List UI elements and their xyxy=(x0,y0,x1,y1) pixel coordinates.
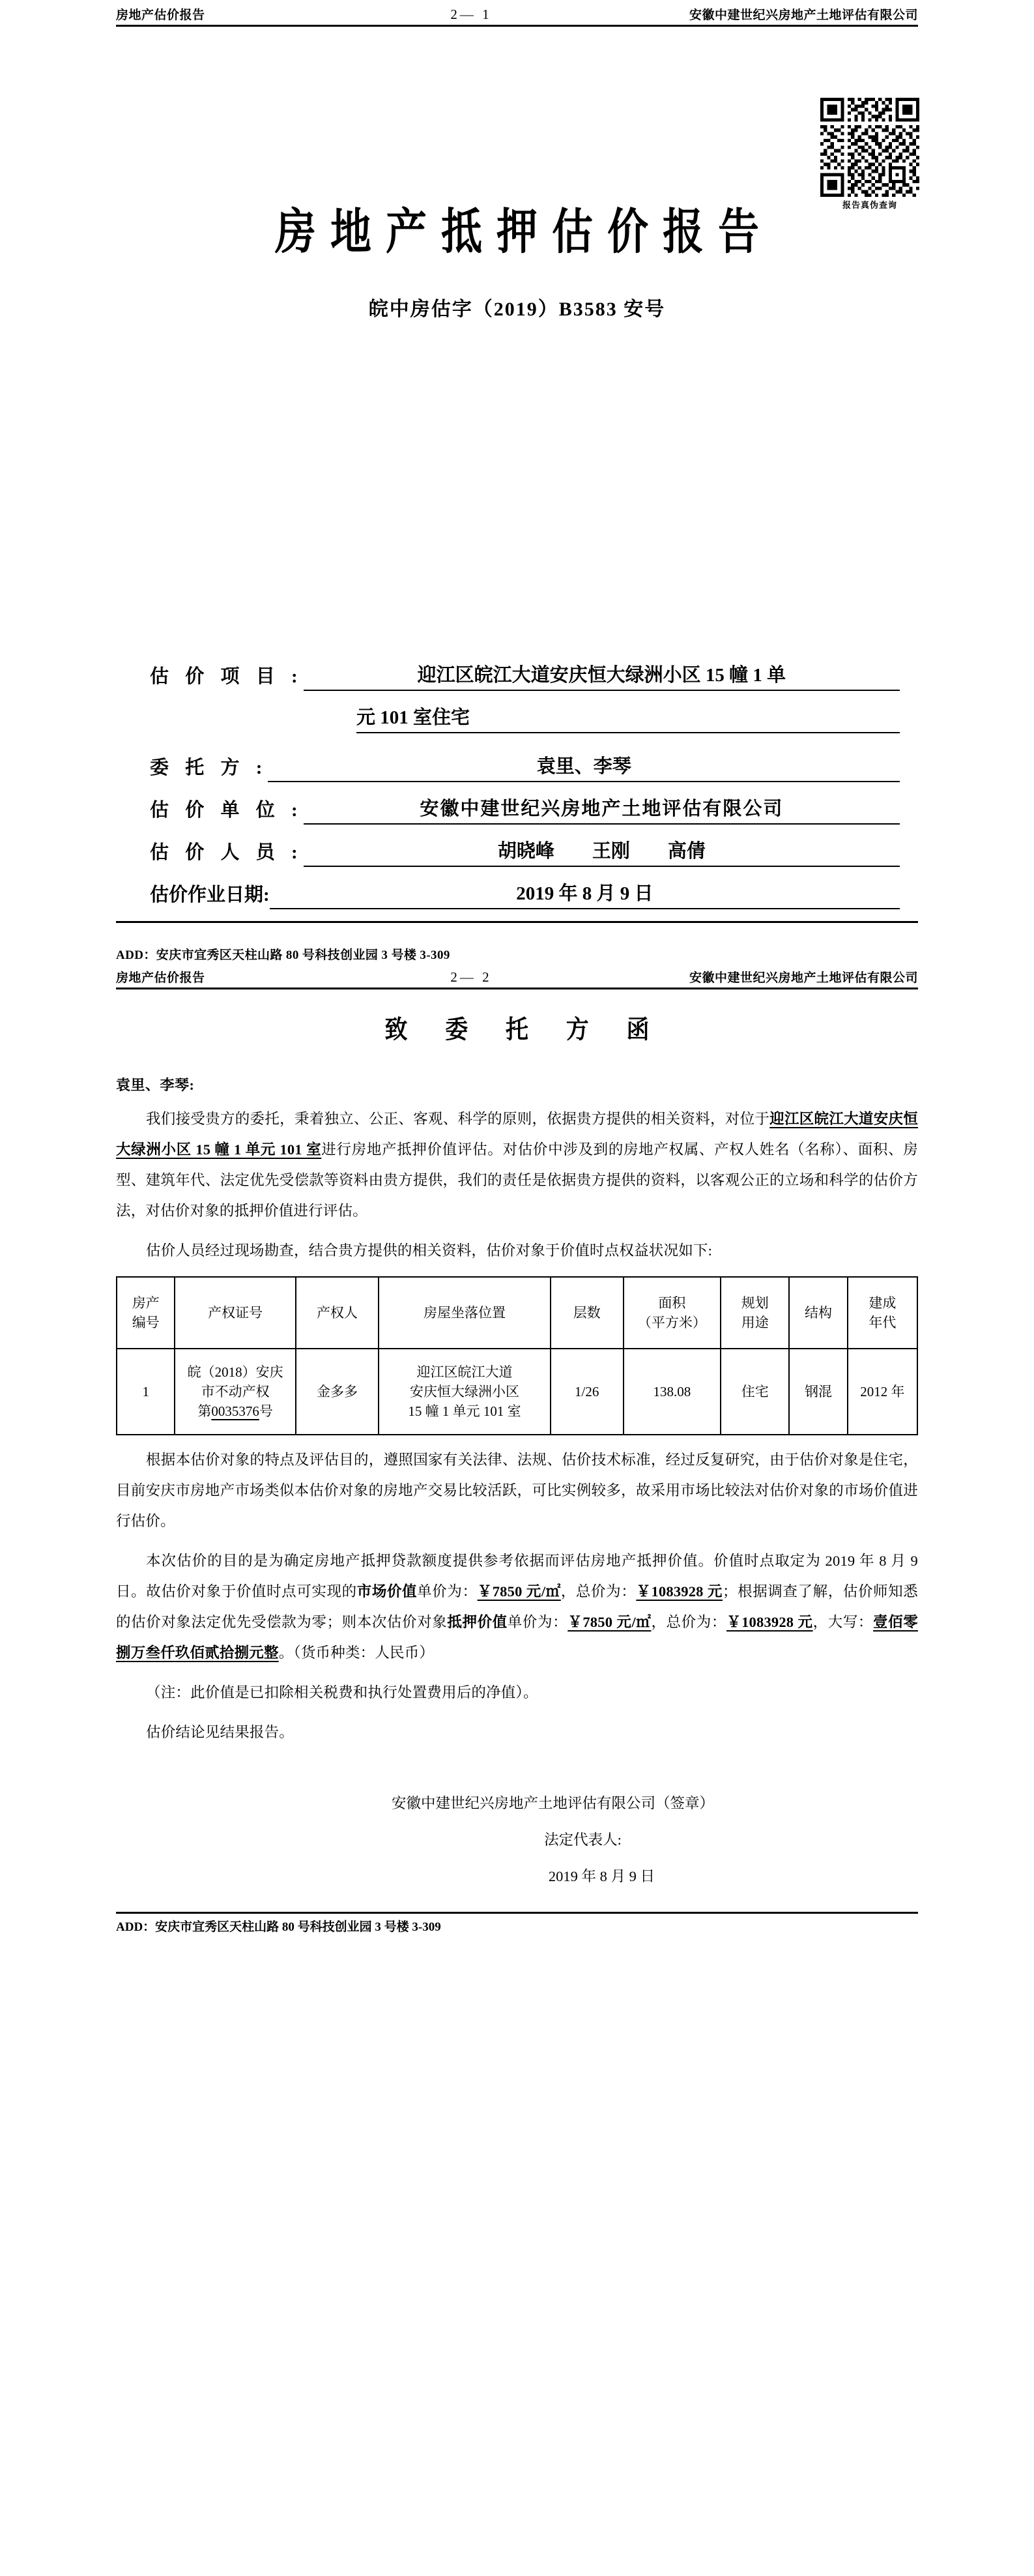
report-main-title: 房地产抵押估价报告 xyxy=(275,205,773,259)
property-table xyxy=(116,1276,918,1435)
letter-title: 致 委 托 方 函 xyxy=(384,1016,665,1044)
para1-subject-address: 迎江区皖江大道安庆恒大绿洲小区 15 幢 1 单元 101 室 xyxy=(116,1111,918,1158)
td-owner: 金多多 xyxy=(296,1349,379,1435)
td-cert-l1: 皖（2018）安庆 xyxy=(187,1364,283,1380)
table-row xyxy=(117,1349,917,1435)
running-head-page-number: 2— 1 xyxy=(450,7,492,22)
th-use-l1: 规划 xyxy=(741,1295,769,1311)
page2-footer-address: ADD：安庆市宜秀区天柱山路 80 号科技创业园 3 号楼 3-309 xyxy=(116,1920,441,1934)
property-table-head xyxy=(117,1277,917,1349)
td-year: 2012 年 xyxy=(848,1349,917,1435)
running-head-right: 安徽中建世纪兴房地产土地评估有限公司 xyxy=(689,8,918,22)
table-header-row xyxy=(117,1277,917,1349)
report-number: 皖中房估字（2019）B3583 安号 xyxy=(368,299,666,320)
field-row-date xyxy=(150,879,900,909)
header-divider-2 xyxy=(116,988,918,989)
para4-part-g: ，大写： xyxy=(812,1614,874,1630)
field-label-client: 委 托 方 : xyxy=(150,757,268,778)
cover-footer-divider xyxy=(116,921,918,923)
signature-legal-representative: 法定代表人: xyxy=(544,1832,622,1848)
th-owner: 产权人 xyxy=(296,1277,379,1349)
letter-paragraph-4 xyxy=(116,1545,918,1668)
th-use-l2: 用途 xyxy=(741,1315,769,1330)
field-label-appraisal-company: 估 价 单 位 : xyxy=(150,800,304,821)
property-table-body xyxy=(117,1349,917,1435)
page2-running-head xyxy=(116,963,918,986)
amount-in-words: 壹佰零捌万叁仟玖佰贰拾捌元整 xyxy=(116,1614,918,1661)
para4-part-a: 本次估价的目的是为确定房地产抵押贷款额度提供参考依据而评估房地产抵押价值。价值时点取定为 2019 年 8 月 9 日。故估价对象于价值时点可实现的 xyxy=(116,1553,918,1600)
td-property-no: 1 xyxy=(117,1349,175,1435)
field-label-appraisers: 估 价 人 员 : xyxy=(150,842,304,863)
th-location: 房屋坐落位置 xyxy=(379,1277,551,1349)
td-location-l1: 迎江区皖江大道 xyxy=(416,1364,513,1380)
field-value-appraisal-company[interactable]: 安徽中建世纪兴房地产土地评估有限公司 xyxy=(304,794,900,825)
signature-block xyxy=(116,1785,918,1895)
field-value-date[interactable]: 2019 年 8 月 9 日 xyxy=(270,879,900,909)
para4-part-e: 单价为： xyxy=(507,1614,568,1630)
letter-salutation: 袁里、李琴: xyxy=(116,1077,195,1093)
field-label-date: 估价作业日期: xyxy=(150,885,270,905)
th-property-no xyxy=(117,1277,175,1349)
field-value-project[interactable]: 迎江区皖江大道安庆恒大绿洲小区 15 幢 1 单 xyxy=(304,660,900,691)
th-year xyxy=(848,1277,917,1349)
th-area-l1: 面积 xyxy=(658,1295,686,1311)
running-head-left-2: 房地产估价报告 xyxy=(116,971,205,985)
td-area: 138.08 xyxy=(624,1349,721,1435)
td-floor: 1/26 xyxy=(551,1349,624,1435)
para1-part-b: 进行房地产抵押价值评估。对估价中涉及到的房地产权属、产权人姓名（名称）、面积、房型、建筑年代、法定优先受偿款等资料由贵方提供，我们的责任是依据贵方提供的资料，以客观公正的立场和科学的估价方法，对估价对象的抵押价值进行评估。 xyxy=(116,1141,918,1219)
td-location-l2: 安庆恒大绿洲小区 xyxy=(410,1384,520,1399)
th-area-l2: （平方米） xyxy=(637,1315,706,1330)
letter-note: （注：此价值是已扣除相关税费和执行处置费用后的净值）。 xyxy=(146,1684,538,1701)
signature-company: 安徽中建世纪兴房地产土地评估有限公司（签章） xyxy=(391,1795,714,1811)
th-property-no-l1: 房产 xyxy=(132,1295,160,1311)
mortgage-value-label: 抵押价值 xyxy=(447,1614,508,1630)
td-cert-hao: 号 xyxy=(259,1403,273,1419)
para1-part-a: 我们接受贵方的委托，秉着独立、公正、客观、科学的原则，依据贵方提供的相关资料，对位于 xyxy=(146,1111,770,1127)
cover-page xyxy=(0,0,1034,963)
letter-conclusion: 估价结论见结果报告。 xyxy=(146,1724,294,1740)
letter-paragraph-3: 根据本估价对象的特点及评估目的，遵照国家有关法律、法规、估价技术标准，经过反复研究，由于估价对象是住宅，目前安庆市房地产市场类似本估价对象的房地产交易比较活跃，可比实例较多，故采用市场比较法对估价对象的市场价值进行估价。 xyxy=(116,1452,918,1529)
td-location xyxy=(379,1349,551,1435)
th-structure: 结构 xyxy=(789,1277,847,1349)
market-total-price: ￥1083928 元 xyxy=(636,1583,723,1600)
td-cert-di: 第 xyxy=(197,1403,212,1419)
qr-code-icon[interactable] xyxy=(820,98,919,197)
letter-page xyxy=(0,963,1034,1935)
field-row-appraisal-company xyxy=(150,794,900,825)
cover-footer-address: ADD：安庆市宜秀区天柱山路 80 号科技创业园 3 号楼 3-309 xyxy=(116,948,450,962)
market-unit-price: ￥7850 元/㎡ xyxy=(477,1583,561,1600)
field-row-appraisers xyxy=(150,836,900,867)
market-value-label: 市场价值 xyxy=(356,1583,418,1600)
field-row-client xyxy=(150,752,900,782)
page2-footer-divider xyxy=(116,1912,918,1914)
field-value-appraisers[interactable]: 胡晓峰 王刚 高倩 xyxy=(304,836,900,867)
mortgage-total-price: ￥1083928 元 xyxy=(726,1614,813,1630)
header-divider xyxy=(116,25,918,27)
td-cert-number: 0035376 xyxy=(211,1403,259,1419)
th-year-l1: 建成 xyxy=(869,1295,897,1311)
mortgage-unit-price: ￥7850 元/㎡ xyxy=(567,1614,652,1630)
field-row-project xyxy=(150,660,900,691)
td-location-l3: 15 幢 1 单元 101 室 xyxy=(408,1403,521,1419)
th-use xyxy=(721,1277,789,1349)
field-value-client[interactable]: 袁里、李琴 xyxy=(268,752,900,782)
letter-paragraph-1 xyxy=(116,1104,918,1226)
td-use: 住宅 xyxy=(721,1349,789,1435)
field-value-project-line2[interactable]: 元 101 室住宅 xyxy=(356,703,900,733)
td-cert-l2: 市不动产权 xyxy=(201,1384,270,1399)
td-structure: 钢混 xyxy=(789,1349,847,1435)
th-cert-no: 产权证号 xyxy=(175,1277,295,1349)
qr-caption: 报告真伪查询 xyxy=(842,200,897,210)
th-area xyxy=(624,1277,721,1349)
para4-part-d: ；根据调查了解，估价师知悉的估价对象法定优先受偿款为零；则本次估价对象 xyxy=(116,1583,918,1630)
para4-part-f: ，总价为： xyxy=(651,1614,726,1630)
para4-part-h: 。（货币种类：人民币） xyxy=(278,1645,435,1661)
th-year-l2: 年代 xyxy=(869,1315,897,1330)
signature-date: 2019 年 8 月 9 日 xyxy=(548,1868,655,1884)
running-head-page-number-2: 2— 2 xyxy=(450,969,492,985)
para4-part-c: ，总价为： xyxy=(560,1583,637,1600)
field-label-project: 估 价 项 目 : xyxy=(150,666,304,687)
th-property-no-l2: 编号 xyxy=(132,1315,160,1330)
cover-fields xyxy=(116,660,918,909)
td-cert-no xyxy=(175,1349,295,1435)
page1-running-head xyxy=(116,0,918,23)
running-head-left: 房地产估价报告 xyxy=(116,8,205,22)
running-head-right-2: 安徽中建世纪兴房地产土地评估有限公司 xyxy=(689,971,918,985)
para4-part-b: 单价为： xyxy=(417,1583,478,1600)
letter-paragraph-2: 估价人员经过现场勘查，结合贵方提供的相关资料，估价对象于价值时点权益状况如下: xyxy=(146,1242,713,1259)
th-floor: 层数 xyxy=(551,1277,624,1349)
